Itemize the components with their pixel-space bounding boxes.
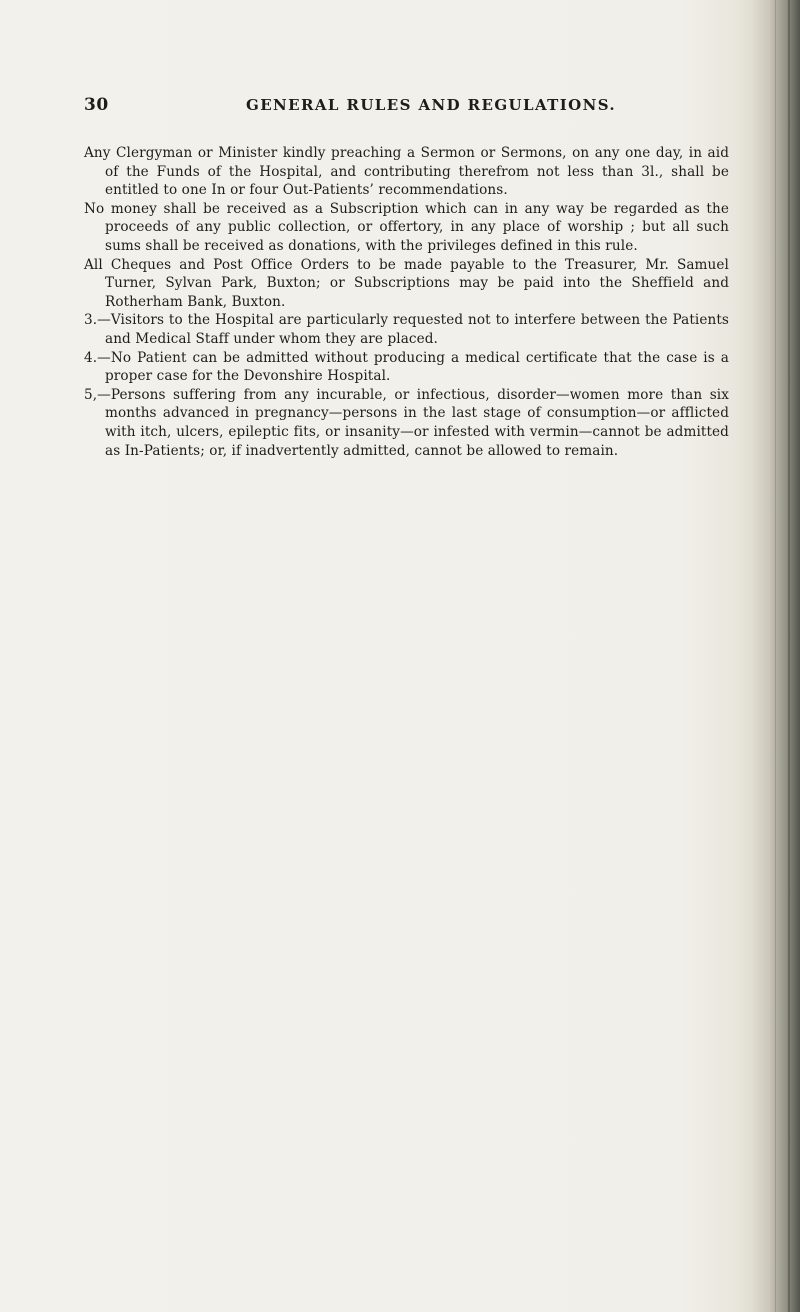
page-edge-shadow <box>788 0 790 1312</box>
rule-3-visitors <box>84 311 729 348</box>
rule-4-medical-certificate <box>84 349 729 386</box>
rule-number: 3.— <box>84 312 111 329</box>
paragraph-text: All Cheques and Post Office Orders to be made payable to the Treasurer, Mr. Samuel Turner, Sylvan Park, Buxton; or Subscriptions may be paid into the Sheffield and Rotherham Bank, Buxton. <box>84 256 729 310</box>
paragraph-clergyman-sermons <box>84 144 729 200</box>
rule-5-excluded-patients <box>84 386 729 460</box>
rule-number: 4.— <box>84 349 111 366</box>
paragraph-cheques-payment <box>84 256 729 312</box>
page-header <box>84 95 724 119</box>
paragraph-text: Visitors to the Hospital are particularly requested not to interfere between the Patients and Medical Staff under whom they are placed. <box>105 312 729 347</box>
body-text <box>84 144 729 460</box>
running-head: GENERAL RULES AND REGULATIONS. <box>246 96 617 114</box>
paragraph-text: Persons suffering from any incurable, or infectious, disorder—women more than six months advanced in pregnancy—persons in the last stage of consumption—or afflicted with itch, ulcers, epileptic fits, or insanity—or infested with vermin—cannot be admitted as In-Patients; or, if inadvertently admitted, cannot be allowed to remain. <box>105 386 729 459</box>
paragraph-text: No money shall be received as a Subscription which can in any way be regarded as the proceeds of any public collection, or offertory, in any place of worship ; but all such sums shall be received as donations, with the privileges defined in this rule. <box>84 200 729 254</box>
rule-number: 5,— <box>84 386 111 403</box>
paragraph-text: Any Clergyman or Minister kindly preaching a Sermon or Sermons, on any one day, in aid of the Funds of the Hospital, and contributing therefrom not less than 3l., shall be entitled to one In or four Out-Patients’ recommendations. <box>84 145 729 199</box>
paragraph-subscription-money <box>84 200 729 256</box>
page-edge-shadow-inner <box>775 0 776 1312</box>
page-number: 30 <box>84 95 109 115</box>
paragraph-text: No Patient can be admitted without producing a medical certificate that the case is a proper case for the Devonshire Hospital. <box>105 349 729 385</box>
page-binding-edge <box>752 0 800 1312</box>
